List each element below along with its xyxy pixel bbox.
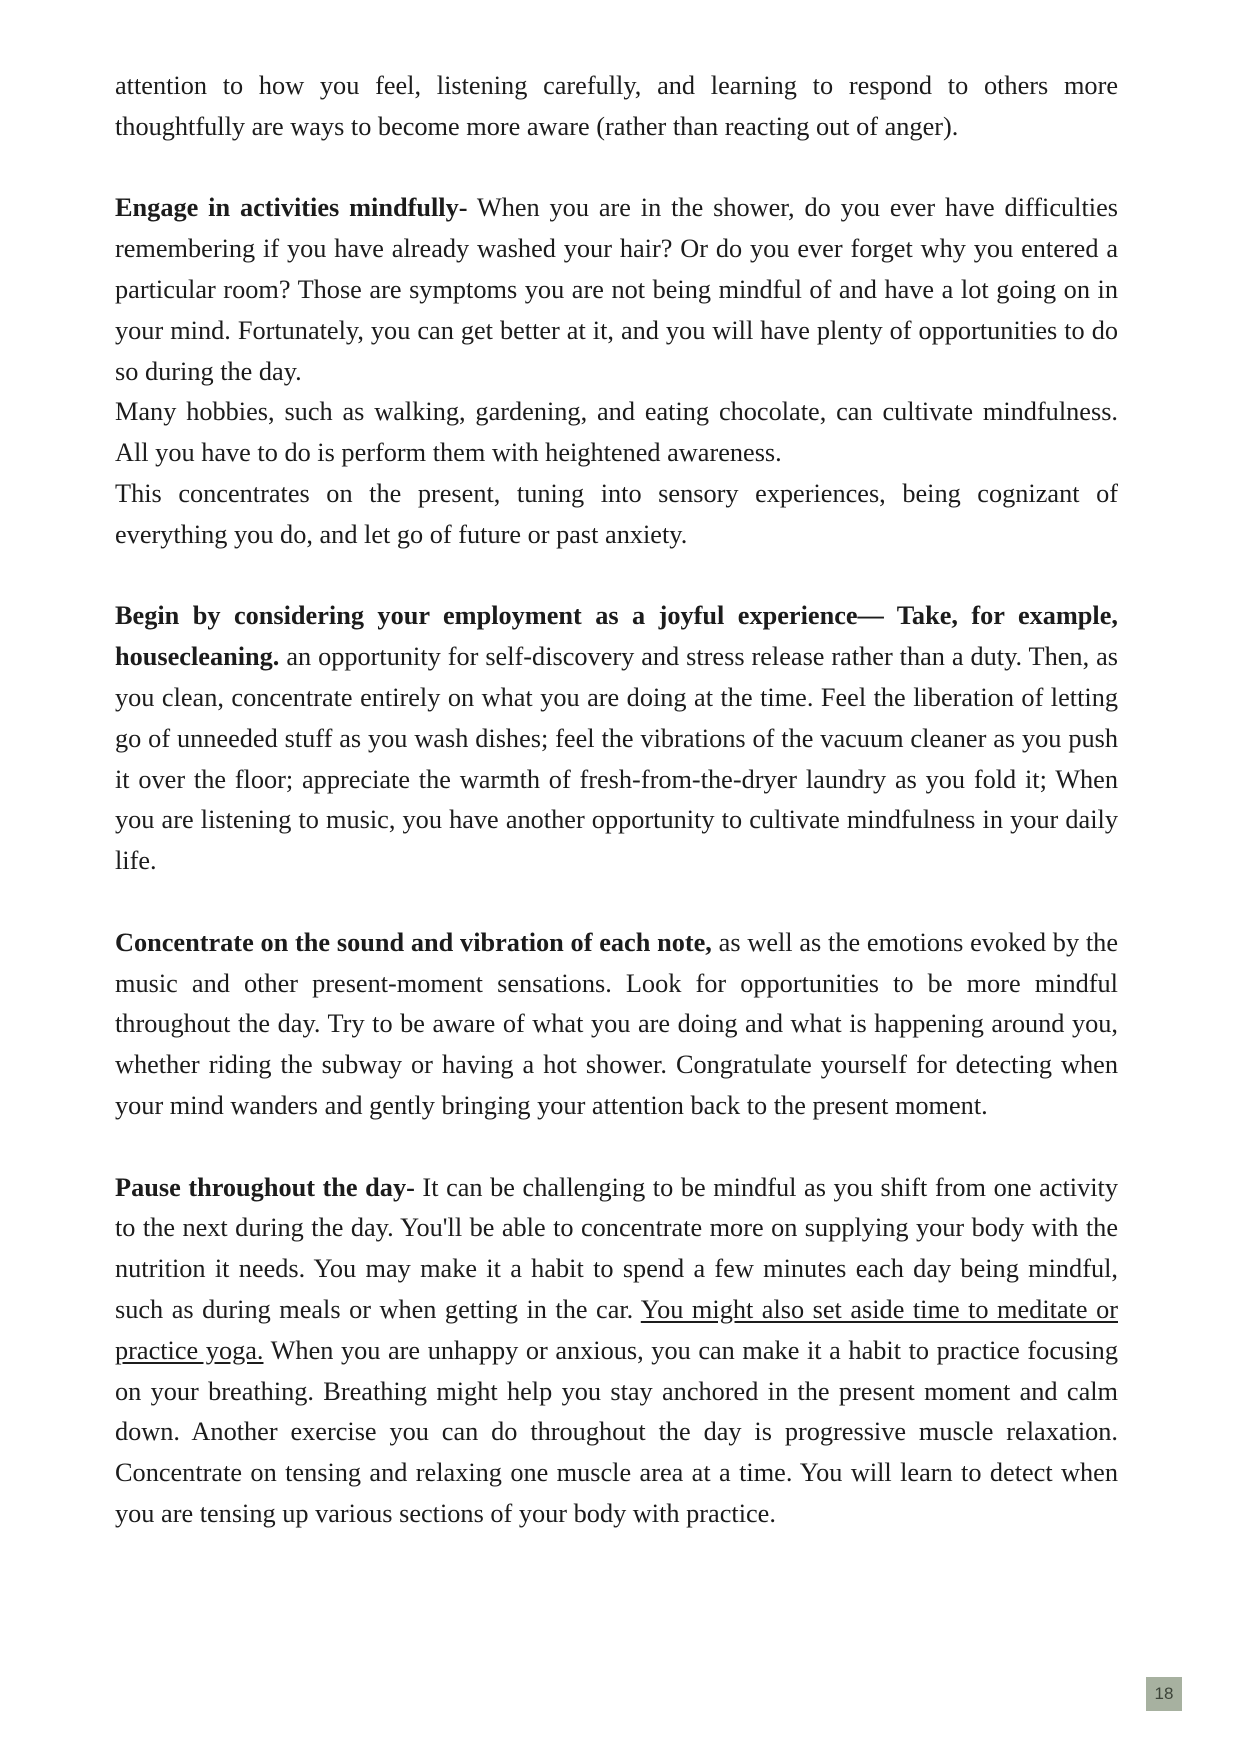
begin-heading: Begin by considering your employment as a joyful experience— Take, for example, housecleaning. xyxy=(115,601,1118,672)
concentrate-text: as well as the emotions evoked by the music and other present-moment sensations. Look for opportunities to be more mindful throughout the day. Try to be aware of what you are doing and what is happening around you, whether riding the subway or having a hot shower. Congratulate yourself for detecting when your mind wanders and gently bringing your attention back to the present moment. xyxy=(115,927,1118,1120)
pause-text-after: When you are unhappy or anxious, you can make it a habit to practice focusing on your breathing. Breathing might help you stay anchored in the present moment and calm down. Another exercise you can do throughout the day is progressive muscle relaxation. Concentrate on tensing and relaxing one muscle area at a time. You will learn to detect when you are tensing up various sections of your body with practice. xyxy=(115,1335,1118,1528)
present-paragraph xyxy=(115,474,1118,556)
page-number-badge: 18 xyxy=(1146,1677,1182,1711)
yoga-underlined-text: You might also set aside time to meditate or practice yoga. xyxy=(115,1294,1118,1365)
present-text: This concentrates on the present, tuning into sensory experiences, being cognizant of everything you do, and let go of future or past anxiety. xyxy=(115,478,1118,549)
engage-text: When you are in the shower, do you ever have difficulties remembering if you have already washed your hair? Or do you ever forget why you entered a particular room? Those are symptoms you are not being mindful of and have a lot going on in your mind. Fortunately, you can get better at it, and you will have plenty of opportunities to do so during the day. xyxy=(115,193,1118,386)
begin-paragraph xyxy=(115,596,1118,882)
paragraph-spacer xyxy=(115,148,1118,189)
concentrate-paragraph xyxy=(115,923,1118,1127)
intro-text: attention to how you feel, listening carefully, and learning to respond to others more thoughtfully are ways to become more aware (rather than reacting out of anger). xyxy=(115,71,1118,141)
paragraph-spacer xyxy=(115,882,1118,923)
pause-paragraph xyxy=(115,1168,1118,1535)
document-body xyxy=(115,66,1118,1535)
paragraph-spacer xyxy=(115,1127,1118,1168)
pause-text-before: It can be challenging to be mindful as you shift from one activity to the next during the day. You'll be able to concentrate more on supplying your body with the nutrition it needs. You may make it a habit to spend a few minutes each day being mindful, such as during meals or when getting in the car. xyxy=(115,1172,1118,1324)
intro-paragraph xyxy=(115,66,1118,148)
engage-paragraph xyxy=(115,188,1118,392)
paragraph-spacer xyxy=(115,556,1118,597)
engage-heading: Engage in activities mindfully- xyxy=(115,193,468,223)
hobbies-paragraph xyxy=(115,392,1118,474)
begin-text: an opportunity for self-discovery and stress release rather than a duty. Then, as you clean, concentrate entirely on what you are doing at the time. Feel the liberation of letting go of unneeded stuff as you wash dishes; feel the vibrations of the vacuum cleaner as you push it over the floor; appreciate the warmth of fresh-from-the-dryer laundry as you fold it; When you are listening to music, you have another opportunity to cultivate mindfulness in your daily life. xyxy=(115,642,1118,876)
hobbies-text: Many hobbies, such as walking, gardening, and eating chocolate, can cultivate mindfulness. All you have to do is perform them with heightened awareness. xyxy=(115,397,1118,468)
concentrate-heading: Concentrate on the sound and vibration of each note, xyxy=(115,927,712,957)
pause-heading: Pause throughout the day- xyxy=(115,1172,415,1202)
